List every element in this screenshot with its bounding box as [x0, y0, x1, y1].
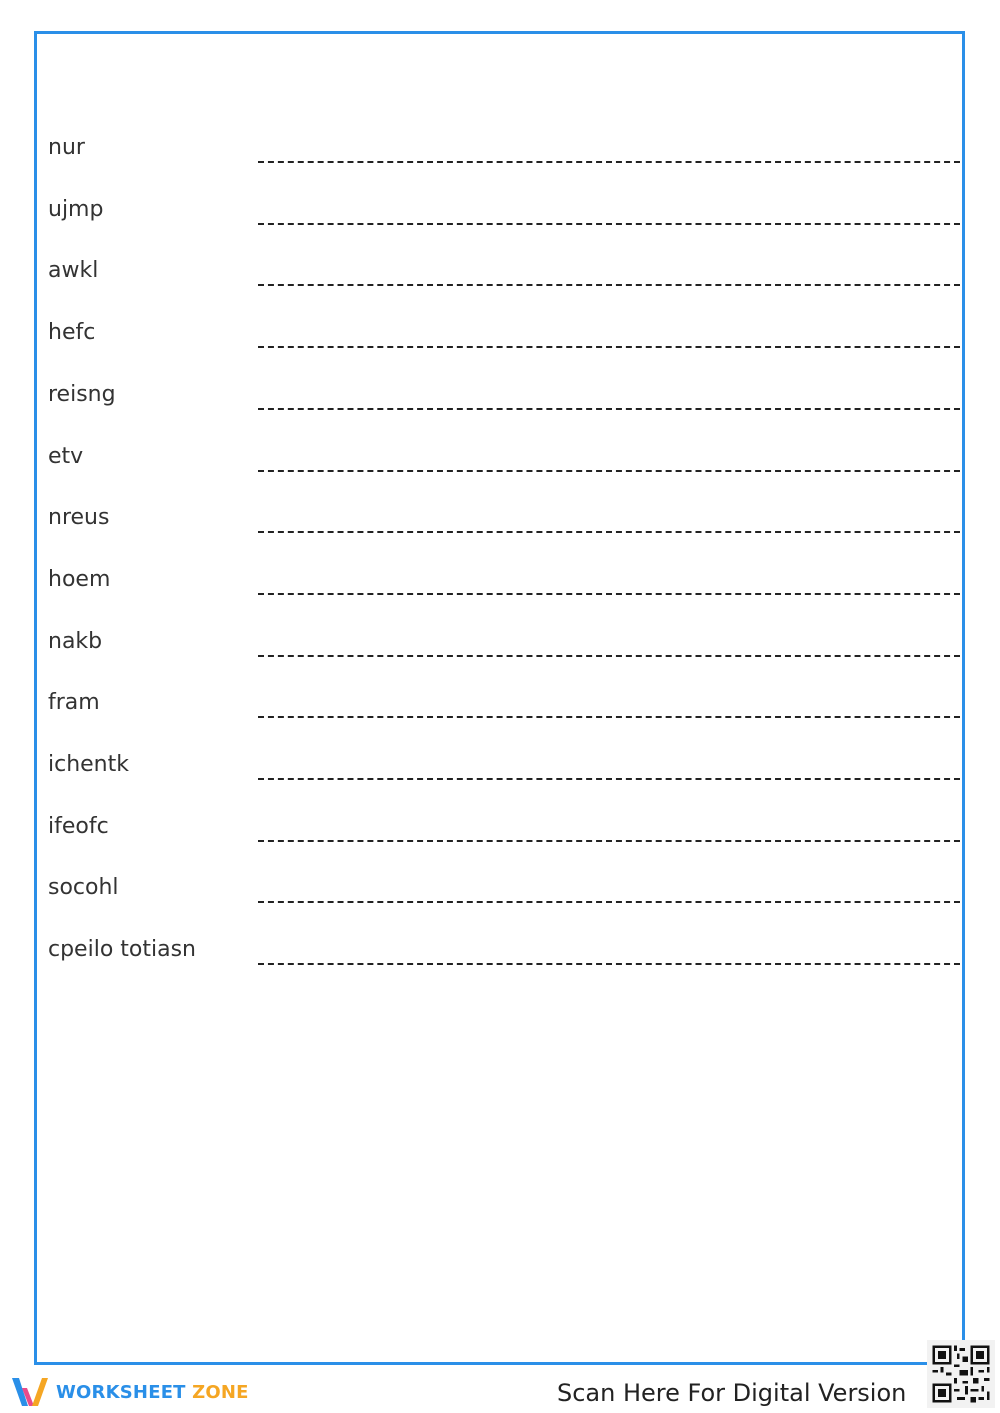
scrambled-word: awkl	[48, 258, 99, 283]
answer-line[interactable]	[258, 223, 960, 225]
scan-instruction: Scan Here For Digital Version	[557, 1379, 907, 1407]
qr-code-icon[interactable]	[927, 1340, 995, 1408]
scrambled-word: cpeilo totiasn	[48, 937, 196, 962]
worksheet-row	[0, 319, 1000, 369]
answer-line[interactable]	[258, 593, 960, 595]
worksheet-row	[0, 134, 1000, 184]
scrambled-word: nreus	[48, 505, 110, 530]
scrambled-word: ifeofc	[48, 814, 109, 839]
worksheet-zone-logo-icon	[10, 1374, 50, 1410]
scrambled-word: socohl	[48, 875, 119, 900]
scrambled-word: hefc	[48, 320, 96, 345]
brand-name	[56, 1382, 249, 1403]
answer-line[interactable]	[258, 408, 960, 410]
worksheet-row	[0, 628, 1000, 678]
worksheet-row	[0, 936, 1000, 986]
worksheet-row	[0, 443, 1000, 493]
worksheet-row	[0, 751, 1000, 801]
worksheet-row	[0, 813, 1000, 863]
answer-line[interactable]	[258, 778, 960, 780]
brand-name-part1: WORKSHEET	[56, 1381, 186, 1403]
scrambled-word: nakb	[48, 629, 103, 654]
brand-logo	[10, 1374, 249, 1410]
answer-line[interactable]	[258, 963, 960, 965]
answer-line[interactable]	[258, 901, 960, 903]
scrambled-word: reisng	[48, 382, 116, 407]
answer-line[interactable]	[258, 655, 960, 657]
worksheet-row	[0, 874, 1000, 924]
worksheet-row	[0, 504, 1000, 554]
answer-line[interactable]	[258, 284, 960, 286]
answer-line[interactable]	[258, 346, 960, 348]
answer-line[interactable]	[258, 840, 960, 842]
worksheet-row	[0, 381, 1000, 431]
answer-line[interactable]	[258, 470, 960, 472]
scrambled-word: nur	[48, 135, 85, 160]
worksheet-row	[0, 566, 1000, 616]
worksheet-row	[0, 257, 1000, 307]
scrambled-word: ujmp	[48, 197, 104, 222]
scrambled-word: ichentk	[48, 752, 129, 777]
answer-line[interactable]	[258, 161, 960, 163]
worksheet-row	[0, 689, 1000, 739]
scrambled-word: etv	[48, 444, 84, 469]
answer-line[interactable]	[258, 716, 960, 718]
brand-name-part2: ZONE	[192, 1381, 249, 1403]
answer-line[interactable]	[258, 531, 960, 533]
worksheet-row	[0, 196, 1000, 246]
scrambled-word: fram	[48, 690, 100, 715]
scrambled-word: hoem	[48, 567, 111, 592]
